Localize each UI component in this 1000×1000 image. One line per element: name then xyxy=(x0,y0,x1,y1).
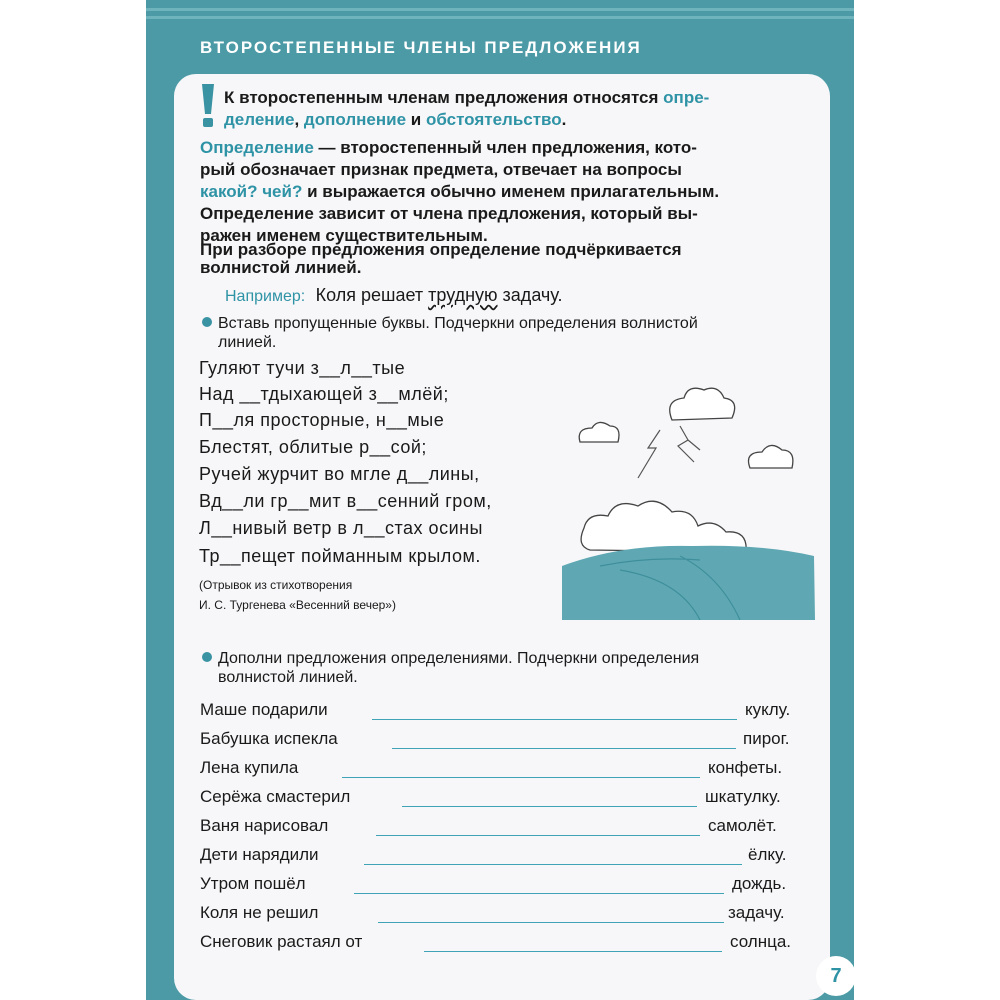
term-object: дополнение xyxy=(303,110,407,129)
example-label: Например: xyxy=(225,288,306,305)
poem-line: Л__нивый ветр в л__стах осины xyxy=(199,518,483,538)
definition-term: Определение xyxy=(200,138,314,157)
example xyxy=(225,285,563,306)
definition-line-3: какой? чей? и выражается обычно именем прилагательным. xyxy=(200,182,720,201)
row-prompt: Коля не решил xyxy=(200,903,319,922)
landscape-illustration xyxy=(560,370,815,620)
cloud-icon xyxy=(581,501,746,552)
definition-line-1: Определение — второстепенный член предложения, кото- xyxy=(200,138,697,157)
answer-blank[interactable] xyxy=(364,864,742,865)
bullet-icon xyxy=(202,652,212,662)
row-prompt: Лена купила xyxy=(200,758,299,777)
answer-blank[interactable] xyxy=(402,806,697,807)
lightning-icon xyxy=(638,426,700,478)
frame-stripe xyxy=(146,16,854,19)
row-prompt: Дети нарядили xyxy=(200,845,319,864)
row-ending: дождь. xyxy=(732,874,787,893)
poem-source-line1: (Отрывок из стихотворения xyxy=(199,578,353,592)
row-ending: конфеты. xyxy=(708,758,783,777)
row-ending: пирог. xyxy=(743,729,790,748)
answer-blank[interactable] xyxy=(354,893,724,894)
row-prompt: Снеговик растаял от xyxy=(200,932,363,951)
term-circumstance: обстоятельство xyxy=(425,110,562,129)
answer-blank[interactable] xyxy=(342,777,700,778)
row-prompt: Маше подарили xyxy=(200,700,328,719)
answer-blank[interactable] xyxy=(392,748,736,749)
row-ending: задачу. xyxy=(728,903,785,922)
task2-instruction-line1: Дополни предложения определениями. Подчеркни определения xyxy=(202,650,699,668)
cloud-icon xyxy=(579,422,619,442)
poem-source-line2: И. С. Тургенева «Весенний вечер») xyxy=(199,598,396,612)
definition-line-2: рый обозначает признак предмета, отвечает на вопросы xyxy=(200,160,682,179)
poem-line: Гуляют тучи з__л__тые xyxy=(199,358,406,378)
page-number: 7 xyxy=(816,956,856,996)
definition-line-5: ражен именем существительным. xyxy=(200,226,488,245)
rule-intro-text: К второстепенным членам предложения относятся xyxy=(224,88,659,107)
rule-intro-line xyxy=(224,88,709,108)
row-ending: шкатулку. xyxy=(705,787,781,806)
definition-line-4: Определение зависит от члена предложения, который вы- xyxy=(200,204,698,223)
definition-line-7: волнистой линией. xyxy=(200,258,362,277)
row-ending: солнца. xyxy=(730,932,791,951)
row-prompt: Бабушка испекла xyxy=(200,729,338,748)
rule-terms-line: деление, дополнение и обстоятельство. xyxy=(224,110,567,129)
example-sentence: Коля решает трудную задачу. xyxy=(315,285,563,305)
exclamation-icon xyxy=(200,84,216,128)
row-ending: самолёт. xyxy=(708,816,777,835)
hill-icon xyxy=(562,546,815,620)
row-ending: куклу. xyxy=(745,700,791,719)
poem-line: П__ля просторные, н__мые xyxy=(199,410,445,430)
term-definition-part1: опре- xyxy=(663,88,710,107)
answer-blank[interactable] xyxy=(424,951,722,952)
poem-line: Над __тдыхающей з__млёй; xyxy=(199,384,449,404)
answer-blank[interactable] xyxy=(378,922,724,923)
poem-line: Блестят, облитые р__сой; xyxy=(199,437,427,457)
task1-instruction-line1: Вставь пропущенные буквы. Подчеркни определения волнистой xyxy=(202,315,698,333)
row-prompt: Утром пошёл xyxy=(200,874,306,893)
bullet-icon xyxy=(202,317,212,327)
example-underlined-word: трудную xyxy=(428,285,498,305)
row-ending: ёлку. xyxy=(748,845,787,864)
poem-line: Вд__ли гр__мит в__сенний гром, xyxy=(199,491,492,511)
poem-line: Тр__пещет пойманным крылом. xyxy=(199,546,481,566)
cloud-icon xyxy=(749,445,793,468)
page-title: ВТОРОСТЕПЕННЫЕ ЧЛЕНЫ ПРЕДЛОЖЕНИЯ xyxy=(200,38,642,57)
definition-questions: какой? чей? xyxy=(200,182,303,201)
row-prompt: Серёжа смастерил xyxy=(200,787,351,806)
answer-blank[interactable] xyxy=(376,835,700,836)
poem-line: Ручей журчит во мгле д__лины, xyxy=(199,464,480,484)
task1-instruction-line2: линией. xyxy=(218,334,277,351)
definition-line-6: При разборе предложения определение подчёркивается xyxy=(200,240,682,259)
answer-blank[interactable] xyxy=(372,719,737,720)
row-prompt: Ваня нарисовал xyxy=(200,816,329,835)
term-definition-part2: деление xyxy=(224,110,295,129)
frame-stripe xyxy=(146,8,854,11)
cloud-icon xyxy=(670,388,735,420)
task2-instruction-line2: волнистой линией. xyxy=(218,669,358,686)
